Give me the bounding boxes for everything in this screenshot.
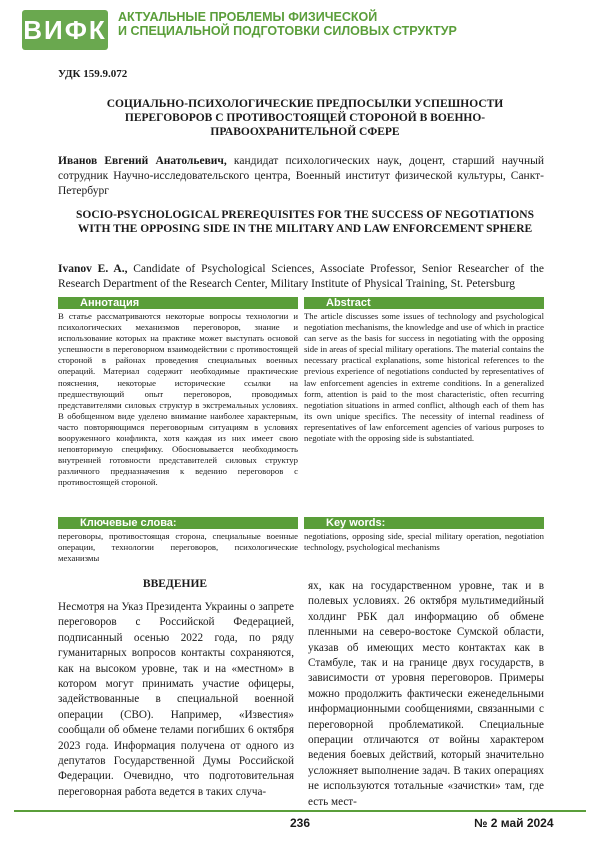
journal-title-line-1: АКТУАЛЬНЫЕ ПРОБЛЕМЫ ФИЗИЧЕСКОЙ (118, 10, 378, 24)
keywords-en-heading: Key words: (304, 517, 544, 529)
article-title-ru: СОЦИАЛЬНО-ПСИХОЛОГИЧЕСКИЕ ПРЕДПОСЫЛКИ УСПЕШНОСТИ ПЕРЕГОВОРОВ С ПРОТИВОСТОЯЩЕЙ СТОРОНОЙ В ВОЕННО-ПРАВООХРАНИТЕЛЬНОЙ СФЕРЕ (106, 98, 504, 138)
author-name-ru: Иванов Евгений Анатольевич, (58, 155, 227, 167)
intro-heading: ВВЕДЕНИЕ (142, 578, 208, 590)
intro-column-1: Несмотря на Указ Президента Украины о запрете переговоров с Российской Федерацией, подписанный осенью 2022 года, по ряду гуманитарных вопросов контакты сохраняются, как на высоком уровне, так и на «местном» в котором могут принимать участие офицеры, задействованные в специальной военной операции (СВО). Например, «Известия» сообщали об обмене телами погибших 6 октября 2023 года. Информация получена от одного из депутатов Государственной Думы Российской Федерации. Очевидно, что подготовительная переговорная работа ведется в таких случа- (58, 601, 294, 798)
abstract-heading: Abstract (304, 297, 544, 309)
keywords-en-text: negotiations, opposing side, special military operation, negotiation technology, psychological mechanisms (304, 531, 544, 553)
author-name-en: Ivanov E. A., (58, 263, 128, 275)
keywords-ru-text: переговоры, противостоящая сторона, специальные военные операции, технологии переговоров, психологические механизмы (58, 531, 298, 564)
author-details-ru: кандидат психологических наук, доцент, старший научный сотрудник Научно-исследовательского центра, Военный институт физической культуры, Санкт-Петербург (58, 155, 544, 197)
author-info-ru (58, 154, 544, 199)
udc-code: УДК 159.9.072 (58, 68, 128, 80)
keywords-ru-heading: Ключевые слова: (58, 517, 298, 529)
journal-header (14, 4, 586, 50)
journal-title (118, 10, 518, 38)
author-details-en: Candidate of Psychological Sciences, Associate Professor, Senior Researcher of the Research Department of the Research Center, Military Institute of Physical Training, St. Petersburg (58, 263, 544, 290)
intro-column-2: ях, как на государственном уровне, так и в полевых условиях. 26 октября мультимедийный холдинг РБК дал информацию об обмене пленными на северо-востоке Сумской области, указав об имеющих место контактах как в Стамбуле, так и на границе двух государств, в зависимости от уровня переговоров. Примеры можно продолжить фактически еженедельными информационными сообщениями, связанными с переговорной проблематикой. Специальные операции отличаются от войны характером ведения боевых действий, который значительно усложняет выполнение задач. В таких операциях не используются тотальные «зачистки» там, где есть мест- (308, 580, 544, 808)
abstract-text: The article discusses some issues of technology and psychological negotiation mechanisms, the knowledge and use of which in practice can serve as the basis for success in negotiating with the opposing side in areas of special military operations. The material contains the necessary practical explanations, some historical references to the previous experience of negotiations conducted by representatives of law enforcement agencies in extreme conditions. In a generalized form, attention is paid to the most characteristic, often recurring negotiation situations in armed conflict, although each of them has its own unique specifics. The necessity of internal readiness of representatives of law enforcement agencies of various purposes to negotiate with the opposing side is substantiated. (304, 311, 544, 444)
page-number: 236 (290, 816, 311, 830)
author-info-en (58, 262, 544, 292)
annotation-text: В статье рассматриваются некоторые вопросы технологии и психологических механизмов переговоров, знание и использование которых на практике может выступать основой успешности в переговорном взаимодействии с противостоящей стороной в районах проведения специальных военных операций. Материал содержит необходимые практические пояснения, некоторые исторические ссылки на предшествующий опыт переговоров, проводимых представителями силовых структур в экстремальных условиях. В обобщенном виде уделено внимание наиболее характерным, часто повторяющимся переговорным ситуациям в условиях вооруженного конфликта, хотя каждая из них имеет свою неповторимую специфику. Обосновывается необходимость внутренней готовности представителей силовых структур различного предназначения к ведению переговоров с противостоящей стороной. (58, 311, 298, 488)
annotation-heading: Аннотация (58, 297, 298, 309)
footer-divider (14, 810, 586, 812)
issue-number: № 2 май 2024 (474, 816, 554, 830)
article-title-en: SOCIO-PSYCHOLOGICAL PREREQUISITES FOR THE SUCCESS OF NEGOTIATIONS WITH THE OPPOSING SIDE IN THE MILITARY AND LAW ENFORCEMENT SPHERE (76, 209, 534, 235)
journal-title-line-2: И СПЕЦИАЛЬНОЙ ПОДГОТОВКИ СИЛОВЫХ СТРУКТУР (118, 24, 457, 38)
journal-logo: ВИФК (22, 10, 108, 50)
